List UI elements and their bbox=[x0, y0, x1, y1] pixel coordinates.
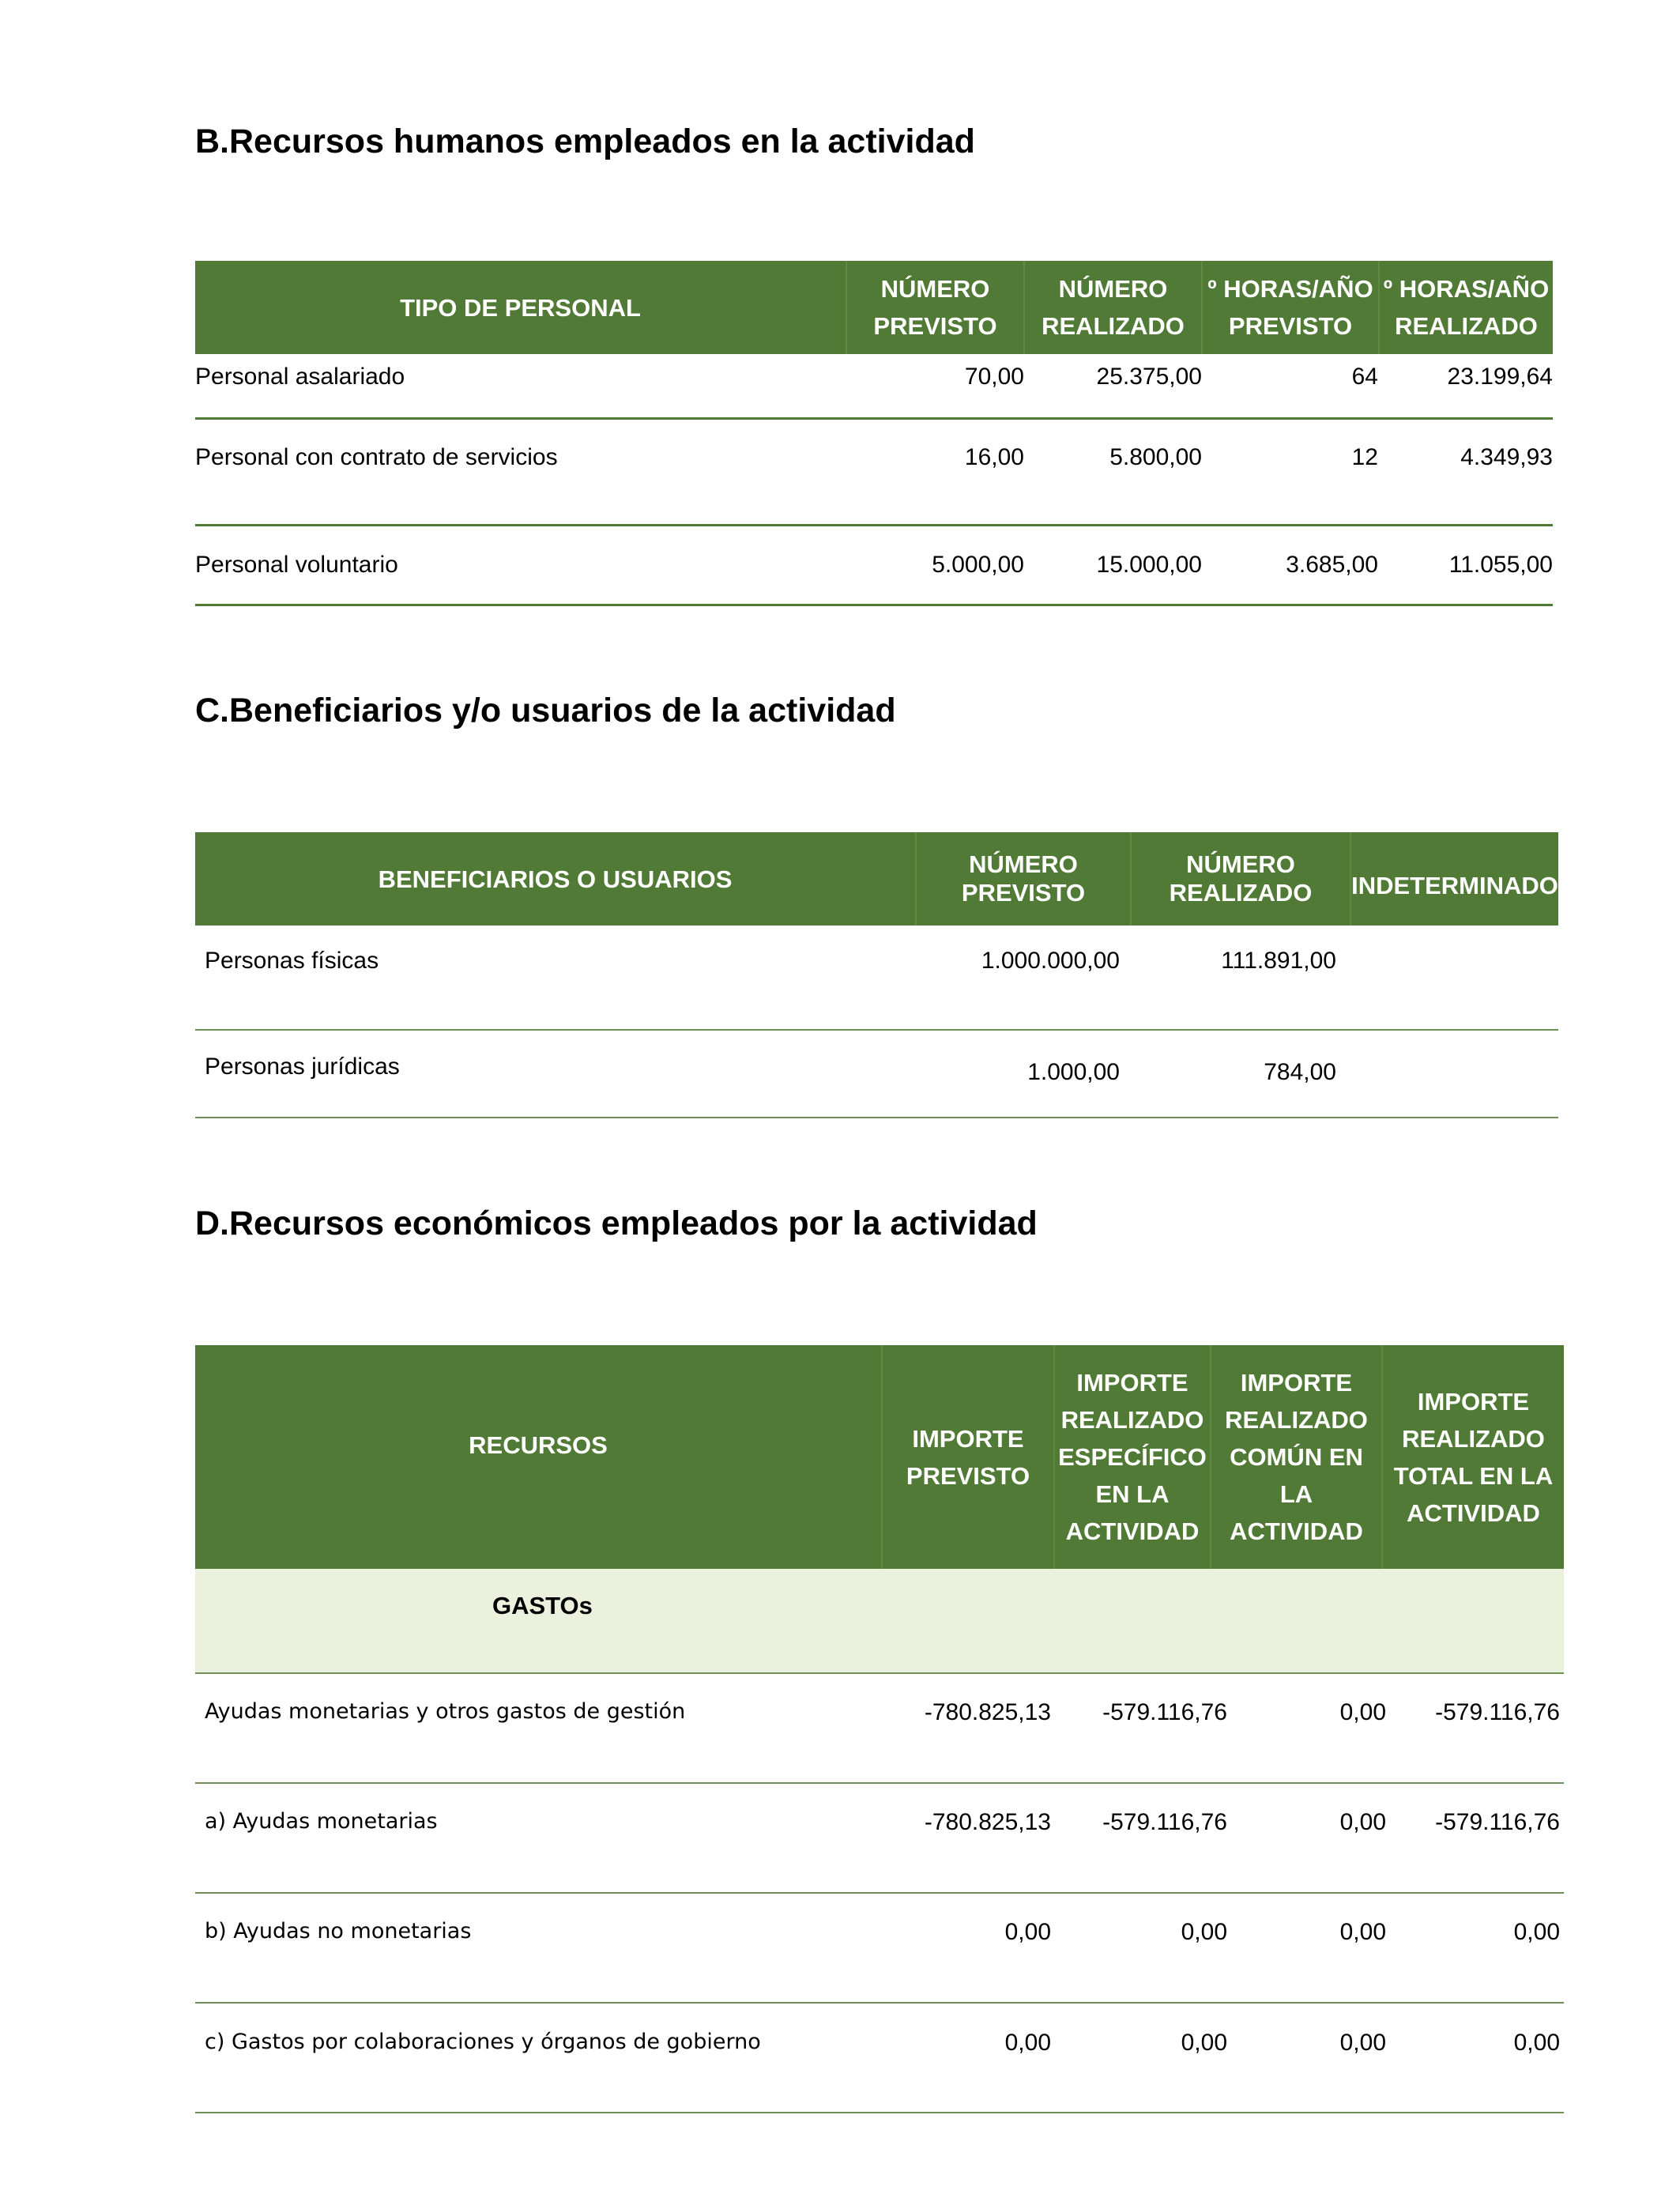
row-divider bbox=[195, 417, 1553, 420]
row-divider bbox=[195, 524, 1553, 526]
cell-horas-previsto: 3.685,00 bbox=[1286, 552, 1378, 578]
row-label-ayudas-monetarias: a) Ayudas monetarias bbox=[205, 1809, 438, 1834]
row-label-personal-contrato-servicios: Personal con contrato de servicios bbox=[195, 444, 558, 470]
cell-numero-previsto: 70,00 bbox=[964, 364, 1024, 390]
header-importe-total: IMPORTE REALIZADO TOTAL EN LA ACTIVIDAD bbox=[1393, 1387, 1554, 1527]
row-divider bbox=[195, 2002, 1564, 2004]
section-d-heading: D.Recursos económicos empleados por la actividad bbox=[195, 1204, 1038, 1242]
row-divider bbox=[195, 1029, 1558, 1031]
header-importe-comun: IMPORTE REALIZADO COMÚN EN LA ACTIVIDAD bbox=[1225, 1369, 1368, 1545]
row-label-personal-asalariado: Personal asalariado bbox=[195, 364, 405, 390]
row-label-ayudas-monetarias-otros-gastos: Ayudas monetarias y otros gastos de gestión bbox=[205, 1699, 686, 1724]
row-label-personas-fisicas: Personas físicas bbox=[205, 948, 379, 974]
cell-importe-especifico: -579.116,76 bbox=[1102, 1809, 1227, 1835]
header-indeterminado: INDETERMINADO bbox=[1351, 871, 1558, 899]
cell-numero-previsto: 1.000,00 bbox=[1027, 1059, 1120, 1085]
row-divider bbox=[195, 604, 1553, 606]
cell-importe-comun: 0,00 bbox=[1339, 1699, 1386, 1725]
row-label-personal-voluntario: Personal voluntario bbox=[195, 552, 398, 578]
header-numero-previsto: NÚMERO PREVISTO bbox=[873, 275, 997, 340]
section-c-heading: C.Beneficiarios y/o usuarios de la actividad bbox=[195, 692, 896, 729]
row-divider bbox=[195, 1117, 1558, 1118]
row-label-ayudas-no-monetarias: b) Ayudas no monetarias bbox=[205, 1919, 472, 1943]
cell-numero-previsto: 1.000.000,00 bbox=[981, 948, 1120, 974]
cell-numero-previsto: 5.000,00 bbox=[932, 552, 1024, 578]
group-band-gastos bbox=[195, 1569, 1564, 1672]
cell-importe-previsto: 0,00 bbox=[1004, 1919, 1051, 1945]
cell-importe-total: -579.116,76 bbox=[1435, 1809, 1560, 1835]
header-horas-realizado: º HORAS/AÑO REALIZADO bbox=[1383, 275, 1550, 340]
cell-horas-realizado: 4.349,93 bbox=[1460, 444, 1553, 470]
cell-numero-realizado: 15.000,00 bbox=[1096, 552, 1202, 578]
header-numero-previsto: NÚMERO PREVISTO bbox=[961, 850, 1086, 907]
header-numero-realizado: NÚMERO REALIZADO bbox=[1042, 275, 1185, 340]
cell-numero-realizado: 25.375,00 bbox=[1096, 364, 1202, 390]
cell-horas-previsto: 64 bbox=[1351, 364, 1378, 390]
row-divider bbox=[195, 1892, 1564, 1894]
cell-importe-previsto: 0,00 bbox=[1004, 2030, 1051, 2056]
cell-importe-comun: 0,00 bbox=[1339, 2030, 1386, 2056]
header-importe-previsto: IMPORTE PREVISTO bbox=[906, 1424, 1030, 1490]
cell-importe-especifico: 0,00 bbox=[1181, 1919, 1227, 1945]
section-b-table-header bbox=[195, 261, 1553, 354]
cell-numero-realizado: 784,00 bbox=[1264, 1059, 1336, 1085]
row-label-personas-juridicas: Personas jurídicas bbox=[205, 1054, 400, 1080]
header-tipo-personal: TIPO DE PERSONAL bbox=[400, 293, 641, 322]
cell-importe-previsto: -780.825,13 bbox=[924, 1809, 1051, 1835]
row-divider bbox=[195, 2112, 1564, 2113]
header-horas-previsto: º HORAS/AÑO PREVISTO bbox=[1207, 275, 1373, 340]
section-d-table-header bbox=[195, 1345, 1564, 1569]
section-c-table-header bbox=[195, 832, 1558, 925]
header-importe-especifico: IMPORTE REALIZADO ESPECÍFICO EN LA ACTIVIDAD bbox=[1058, 1369, 1207, 1545]
cell-importe-especifico: -579.116,76 bbox=[1102, 1699, 1227, 1725]
cell-importe-comun: 0,00 bbox=[1339, 1809, 1386, 1835]
cell-importe-total: 0,00 bbox=[1513, 2030, 1560, 2056]
header-beneficiarios-usuarios: BENEFICIARIOS O USUARIOS bbox=[378, 865, 733, 893]
cell-horas-previsto: 12 bbox=[1351, 444, 1378, 470]
cell-numero-realizado: 111.891,00 bbox=[1221, 948, 1336, 974]
cell-importe-especifico: 0,00 bbox=[1181, 2030, 1227, 2056]
row-divider bbox=[195, 1672, 1564, 1674]
cell-horas-realizado: 23.199,64 bbox=[1447, 364, 1553, 390]
cell-numero-previsto: 16,00 bbox=[964, 444, 1024, 470]
row-label-gastos-colaboraciones: c) Gastos por colaboraciones y órganos de gobierno bbox=[205, 2030, 761, 2054]
header-recursos: RECURSOS bbox=[469, 1431, 608, 1459]
header-numero-realizado: NÚMERO REALIZADO bbox=[1169, 850, 1313, 907]
section-b-heading: B.Recursos humanos empleados en la actividad bbox=[195, 123, 975, 160]
cell-horas-realizado: 11.055,00 bbox=[1448, 552, 1553, 578]
cell-importe-comun: 0,00 bbox=[1339, 1919, 1386, 1945]
cell-numero-realizado: 5.800,00 bbox=[1109, 444, 1202, 470]
cell-importe-total: 0,00 bbox=[1513, 1919, 1560, 1945]
cell-importe-previsto: -780.825,13 bbox=[924, 1699, 1051, 1725]
row-divider bbox=[195, 1782, 1564, 1784]
group-label-gastos: GASTOs bbox=[492, 1592, 593, 1619]
cell-importe-total: -579.116,76 bbox=[1435, 1699, 1560, 1725]
